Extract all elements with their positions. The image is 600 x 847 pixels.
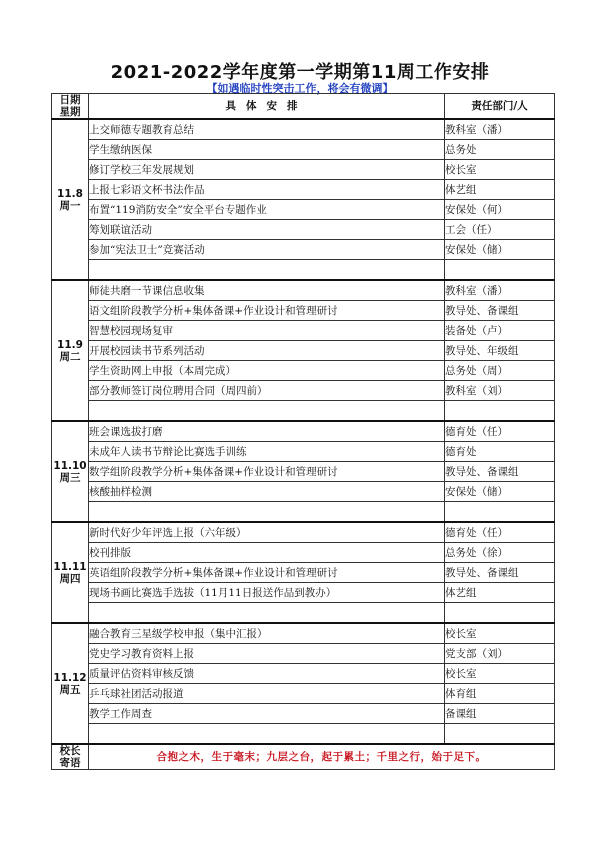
dept-cell bbox=[445, 603, 555, 624]
header-weekday-label: 星期 bbox=[59, 106, 81, 118]
schedule-row bbox=[52, 482, 555, 502]
dept-cell: 总务处（徐） bbox=[445, 543, 555, 563]
schedule-row bbox=[52, 180, 555, 200]
schedule-row bbox=[52, 321, 555, 341]
task-cell: 参加“宪法卫士”竞赛活动 bbox=[89, 240, 445, 260]
schedule-row bbox=[52, 543, 555, 563]
task-cell bbox=[89, 260, 445, 281]
dept-cell bbox=[445, 502, 555, 523]
header-row bbox=[52, 94, 555, 120]
dept-cell: 教科室（潘） bbox=[445, 119, 555, 140]
dept-cell: 校长室 bbox=[445, 160, 555, 180]
dept-cell: 安保处（储） bbox=[445, 482, 555, 502]
schedule-row bbox=[52, 240, 555, 260]
motto-label-line1: 校长 bbox=[59, 745, 81, 757]
dept-cell: 工会（任） bbox=[445, 220, 555, 240]
task-cell: 上报七彩语文杯书法作品 bbox=[89, 180, 445, 200]
dept-cell: 装备处（卢） bbox=[445, 321, 555, 341]
task-cell: 开展校园读书节系列活动 bbox=[89, 341, 445, 361]
dept-cell: 德育处（任） bbox=[445, 421, 555, 442]
task-cell: 党史学习教育资料上报 bbox=[89, 644, 445, 664]
task-cell bbox=[89, 603, 445, 624]
schedule-row bbox=[52, 119, 555, 140]
task-cell: 核酸抽样检测 bbox=[89, 482, 445, 502]
schedule-body bbox=[52, 119, 555, 744]
task-cell: 师徒共磨一节课信息收集 bbox=[89, 280, 445, 301]
dept-cell: 教导处、备课组 bbox=[445, 301, 555, 321]
schedule-row bbox=[52, 724, 555, 745]
task-cell bbox=[89, 401, 445, 422]
schedule-row bbox=[52, 664, 555, 684]
schedule-row bbox=[52, 260, 555, 281]
day-cell bbox=[52, 119, 89, 280]
schedule-row bbox=[52, 623, 555, 644]
header-dept-cell: 责任部门/人 bbox=[445, 94, 555, 120]
day-cell bbox=[52, 522, 89, 623]
motto-label-line2: 寄语 bbox=[59, 757, 81, 769]
dept-cell: 教导处、年级组 bbox=[445, 341, 555, 361]
dept-cell: 备课组 bbox=[445, 704, 555, 724]
dept-cell: 安保处（何） bbox=[445, 200, 555, 220]
day-date: 11.8 bbox=[57, 187, 83, 200]
motto-label-cell bbox=[52, 744, 89, 770]
day-weekday: 周四 bbox=[59, 572, 81, 585]
task-cell: 融合教育三星级学校申报（集中汇报） bbox=[89, 623, 445, 644]
task-cell: 未成年人读书节辩论比赛选手训练 bbox=[89, 442, 445, 462]
task-cell: 新时代好少年评选上报（六年级） bbox=[89, 522, 445, 543]
day-weekday: 周五 bbox=[59, 683, 81, 696]
dept-cell: 教导处、备课组 bbox=[445, 462, 555, 482]
schedule-row bbox=[52, 684, 555, 704]
task-cell bbox=[89, 724, 445, 745]
dept-cell: 校长室 bbox=[445, 623, 555, 644]
day-weekday: 周一 bbox=[59, 199, 81, 212]
schedule-row bbox=[52, 361, 555, 381]
day-weekday: 周三 bbox=[59, 471, 81, 484]
task-cell: 现场书画比赛选手选拔（11月11日报送作品到教办） bbox=[89, 583, 445, 603]
schedule-row bbox=[52, 140, 555, 160]
dept-cell bbox=[445, 724, 555, 745]
day-cell bbox=[52, 623, 89, 744]
dept-cell: 校长室 bbox=[445, 664, 555, 684]
schedule-row bbox=[52, 502, 555, 523]
schedule-row bbox=[52, 381, 555, 401]
schedule-row bbox=[52, 401, 555, 422]
header-date-cell bbox=[52, 94, 89, 120]
dept-cell bbox=[445, 260, 555, 281]
dept-cell: 德育处（任） bbox=[445, 522, 555, 543]
task-cell: 上交师德专题教育总结 bbox=[89, 119, 445, 140]
day-date: 11.9 bbox=[57, 338, 83, 351]
schedule-row bbox=[52, 603, 555, 624]
dept-cell: 德育处 bbox=[445, 442, 555, 462]
task-cell: 校刊排版 bbox=[89, 543, 445, 563]
header-tasks-cell: 具体安排 bbox=[89, 94, 445, 120]
schedule-row bbox=[52, 341, 555, 361]
task-cell: 智慧校园现场复审 bbox=[89, 321, 445, 341]
motto-row bbox=[52, 744, 555, 770]
task-cell: 教学工作周查 bbox=[89, 704, 445, 724]
dept-cell: 安保处（储） bbox=[445, 240, 555, 260]
page-title: 2021-2022学年度第一学期第11周工作安排 bbox=[110, 62, 490, 83]
schedule-row bbox=[52, 704, 555, 724]
schedule-row bbox=[52, 462, 555, 482]
day-date: 11.12 bbox=[53, 671, 87, 684]
dept-cell: 总务处 bbox=[445, 140, 555, 160]
schedule-row bbox=[52, 563, 555, 583]
day-cell bbox=[52, 421, 89, 522]
schedule-row bbox=[52, 200, 555, 220]
page-subtitle: 【如遇临时性突击工作，将会有微调】 bbox=[206, 82, 394, 95]
task-cell: 学生缴纳医保 bbox=[89, 140, 445, 160]
task-cell: 语文组阶段教学分析+集体备课+作业设计和管理研讨 bbox=[89, 301, 445, 321]
dept-cell: 教科室（刘） bbox=[445, 381, 555, 401]
dept-cell: 教科室（潘） bbox=[445, 280, 555, 301]
task-cell: 英语组阶段教学分析+集体备课+作业设计和管理研讨 bbox=[89, 563, 445, 583]
task-cell: 班会课选拔打磨 bbox=[89, 421, 445, 442]
task-cell: 修订学校三年发展规划 bbox=[89, 160, 445, 180]
principal-motto: 合抱之木，生于毫末；九层之台，起于累土；千里之行，始于足下。 bbox=[89, 744, 555, 770]
task-cell: 布置“119消防安全”安全平台专题作业 bbox=[89, 200, 445, 220]
schedule-row bbox=[52, 160, 555, 180]
task-cell: 乒乓球社团活动报道 bbox=[89, 684, 445, 704]
schedule-row bbox=[52, 644, 555, 664]
day-date: 11.11 bbox=[53, 560, 87, 573]
day-cell bbox=[52, 280, 89, 421]
dept-cell: 体艺组 bbox=[445, 583, 555, 603]
dept-cell: 体育组 bbox=[445, 684, 555, 704]
dept-cell: 体艺组 bbox=[445, 180, 555, 200]
day-weekday: 周二 bbox=[59, 350, 81, 363]
schedule-row bbox=[52, 421, 555, 442]
schedule-row bbox=[52, 522, 555, 543]
task-cell: 学生资助网上申报（本周完成） bbox=[89, 361, 445, 381]
task-cell: 数学组阶段教学分析+集体备课+作业设计和管理研讨 bbox=[89, 462, 445, 482]
dept-cell: 党支部（刘） bbox=[445, 644, 555, 664]
schedule-row bbox=[52, 583, 555, 603]
task-cell: 质量评估资料审核反馈 bbox=[89, 664, 445, 684]
task-cell bbox=[89, 502, 445, 523]
dept-cell: 教导处、备课组 bbox=[445, 563, 555, 583]
dept-cell bbox=[445, 401, 555, 422]
schedule-row bbox=[52, 442, 555, 462]
schedule-row bbox=[52, 220, 555, 240]
task-cell: 部分教师签订岗位聘用合同（周四前） bbox=[89, 381, 445, 401]
schedule-table bbox=[51, 93, 555, 770]
day-date: 11.10 bbox=[53, 459, 87, 472]
dept-cell: 总务处（周） bbox=[445, 361, 555, 381]
header-date-label: 日期 bbox=[59, 94, 81, 106]
task-cell: 筹划联谊活动 bbox=[89, 220, 445, 240]
schedule-row bbox=[52, 280, 555, 301]
schedule-row bbox=[52, 301, 555, 321]
